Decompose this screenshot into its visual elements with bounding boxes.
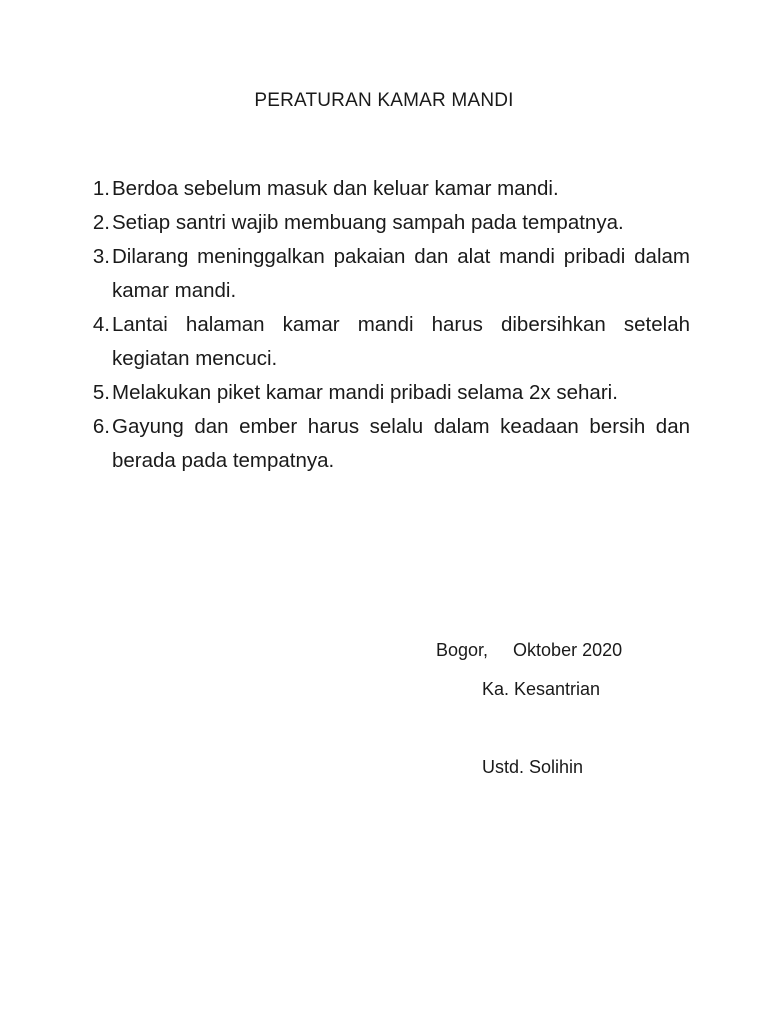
rule-number: 5.: [92, 381, 110, 404]
rule-item: [82, 376, 690, 410]
rule-item: [82, 172, 690, 206]
signature-position: Ka. Kesantrian: [482, 679, 601, 699]
rule-number: 3.: [92, 245, 110, 268]
rule-number: 2.: [92, 211, 110, 234]
rule-number: 6.: [92, 415, 110, 438]
rule-text: Berdoa sebelum masuk dan keluar kamar mandi.: [112, 177, 559, 200]
rule-item: [82, 410, 690, 478]
rule-text: Dilarang meninggalkan pakaian dan alat mandi pribadi dalam kamar mandi.: [112, 245, 690, 302]
rule-text: Lantai halaman kamar mandi harus dibersihkan setelah kegiatan mencuci.: [112, 313, 690, 370]
rules-list: [82, 172, 690, 478]
rule-item: [82, 206, 690, 240]
signature-name: Ustd. Solihin: [482, 757, 584, 777]
document-title: PERATURAN KAMAR MANDI: [254, 90, 514, 111]
rule-text: Gayung dan ember harus selalu dalam keadaan bersih dan berada pada tempatnya.: [112, 415, 690, 472]
rule-item: [82, 308, 690, 376]
rule-number: 1.: [92, 177, 110, 200]
signature-place-date: Bogor, Oktober 2020: [436, 640, 623, 660]
rule-number: 4.: [92, 313, 110, 336]
rule-item: [82, 240, 690, 308]
rule-text: Melakukan piket kamar mandi pribadi selama 2x sehari.: [112, 381, 618, 404]
rule-text: Setiap santri wajib membuang sampah pada tempatnya.: [112, 211, 624, 234]
